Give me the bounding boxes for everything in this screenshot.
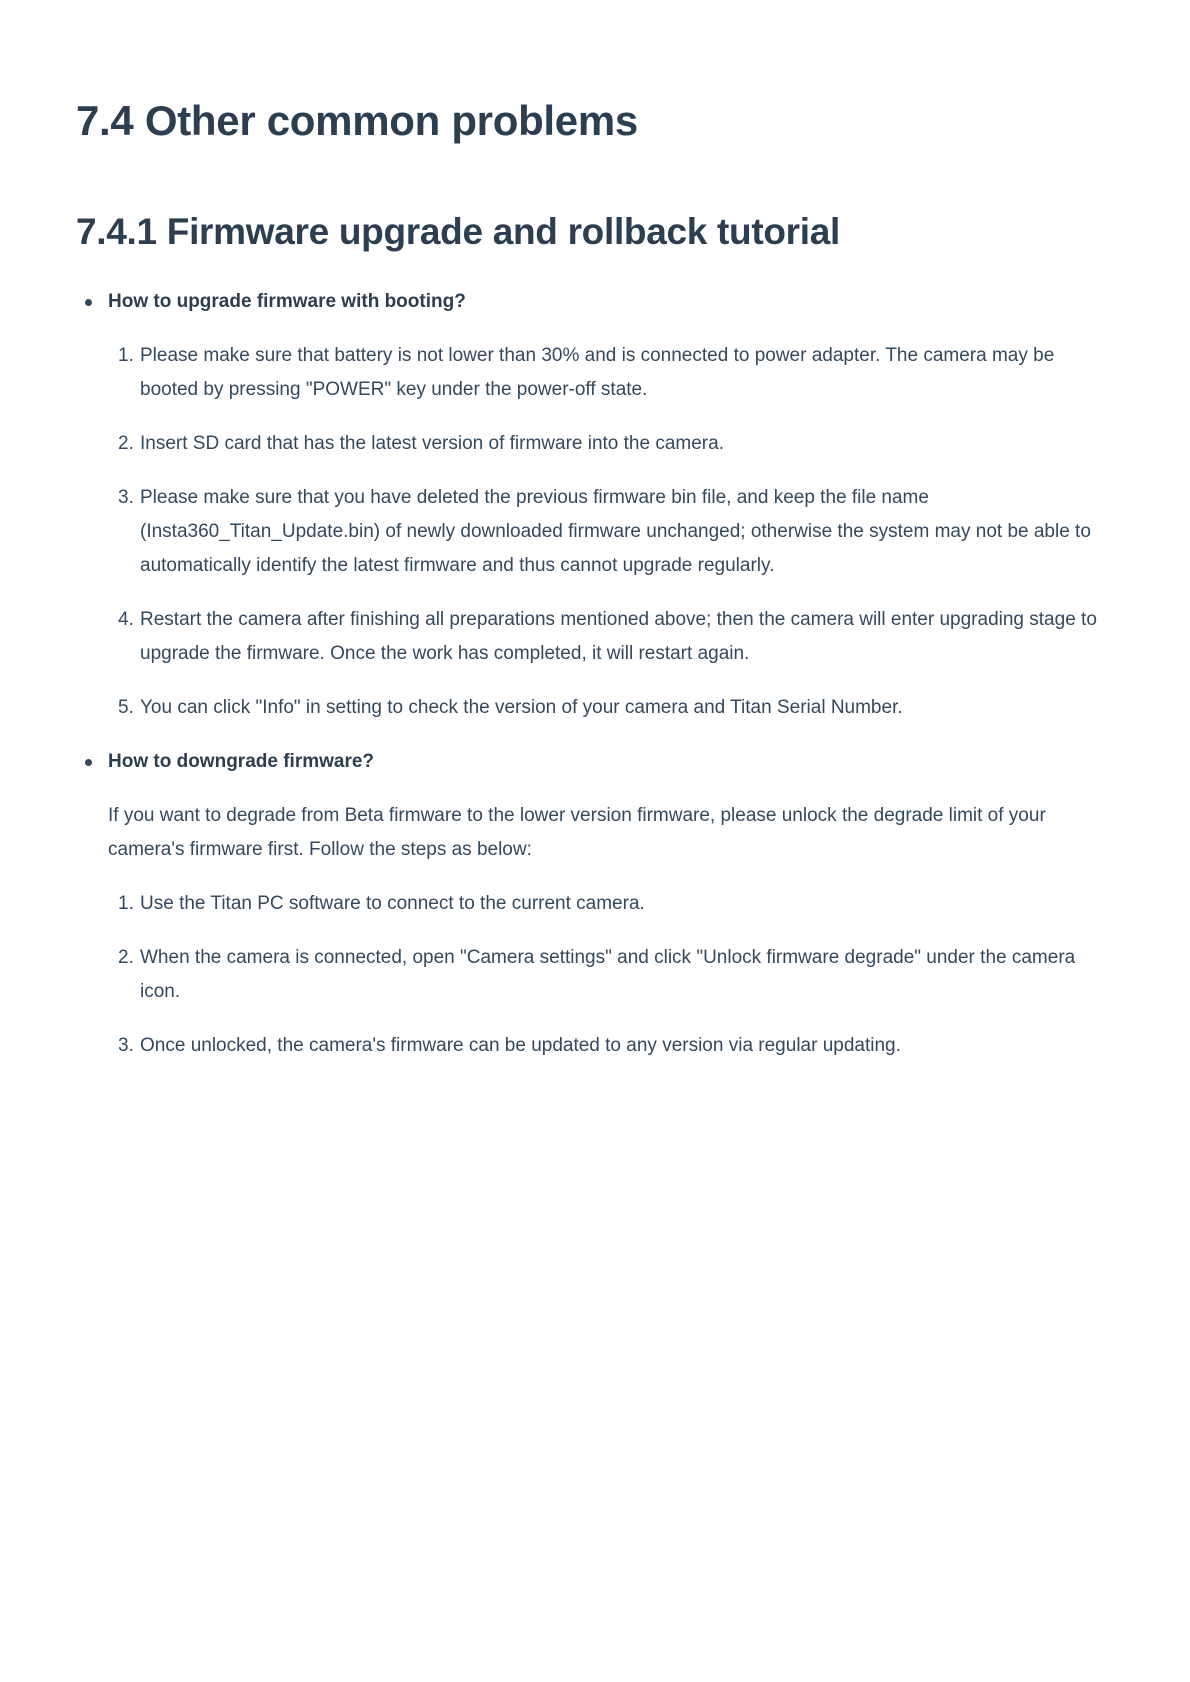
list-item	[118, 603, 1116, 671]
list-number: 2.	[118, 433, 134, 454]
list-item	[118, 481, 1116, 583]
list-item	[118, 339, 1116, 407]
downgrade-steps-list	[76, 887, 1116, 1063]
list-item-text: When the camera is connected, open "Camera settings" and click "Unlock firmware degrade" under the camera icon.	[140, 947, 1076, 1002]
bullet-downgrade-title: How to downgrade firmware?	[108, 751, 375, 772]
list-item-text: Once unlocked, the camera's firmware can be updated to any version via regular updating.	[140, 1035, 901, 1056]
content-body	[76, 285, 1116, 1083]
list-number: 3.	[118, 1035, 134, 1056]
upgrade-steps-list	[76, 339, 1116, 725]
bullet-dot-icon	[85, 299, 92, 306]
bullet-downgrade	[76, 745, 1116, 779]
list-item-text: Please make sure that you have deleted the previous firmware bin file, and keep the file name (Insta360_Titan_Update.bin) of newly downloaded firmware unchanged; otherwise the system may not be able to automatically identify the latest firmware and thus cannot upgrade regularly.	[140, 487, 1091, 576]
list-number: 3.	[118, 487, 134, 508]
list-item	[118, 427, 1116, 461]
bullet-upgrade-title: How to upgrade firmware with booting?	[108, 291, 466, 312]
downgrade-intro: If you want to degrade from Beta firmware to the lower version firmware, please unlock the degrade limit of your camera's firmware first. Follow the steps as below:	[108, 805, 1046, 860]
list-item-text: Insert SD card that has the latest version of firmware into the camera.	[140, 433, 724, 454]
list-item-text: Use the Titan PC software to connect to the current camera.	[140, 893, 645, 914]
list-item-text: Please make sure that battery is not lower than 30% and is connected to power adapter. The camera may be booted by pressing "POWER" key under the power-off state.	[140, 345, 1055, 400]
list-number: 5.	[118, 697, 134, 718]
list-number: 4.	[118, 609, 134, 630]
list-item	[118, 691, 1116, 725]
list-number: 1.	[118, 345, 134, 366]
list-item	[118, 941, 1116, 1009]
list-number: 2.	[118, 947, 134, 968]
list-item	[118, 887, 1116, 921]
list-item-text: Restart the camera after finishing all preparations mentioned above; then the camera will enter upgrading stage to upgrade the firmware. Once the work has completed, it will restart again.	[140, 609, 1097, 664]
list-item-text: You can click "Info" in setting to check the version of your camera and Titan Serial Number.	[140, 697, 903, 718]
list-item	[118, 1029, 1116, 1063]
bullet-upgrade	[76, 285, 1116, 319]
section-heading: 7.4.1 Firmware upgrade and rollback tutorial	[76, 211, 841, 252]
bullet-dot-icon	[85, 759, 92, 766]
list-number: 1.	[118, 893, 134, 914]
page-title: 7.4 Other common problems	[76, 97, 638, 144]
